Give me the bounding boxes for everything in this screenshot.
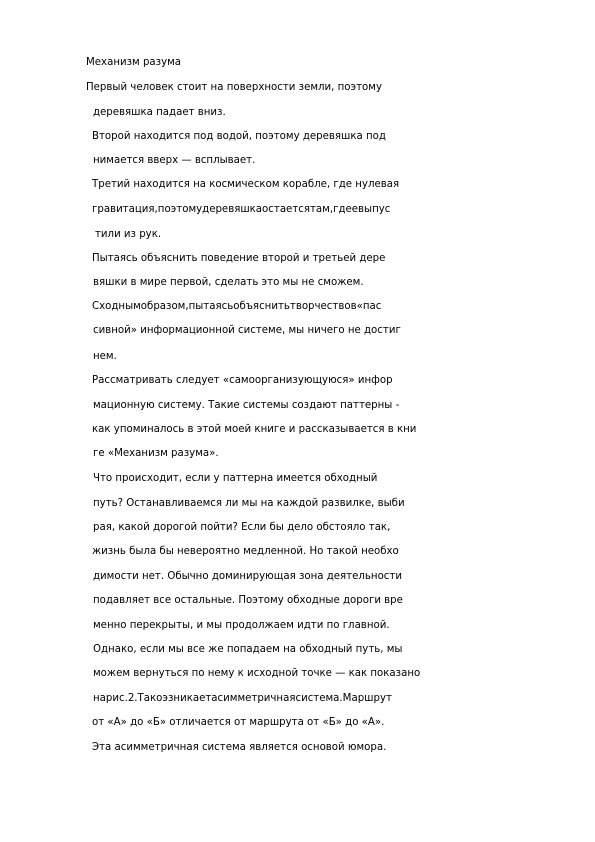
text-line: тили из рук.: [95, 229, 162, 240]
text-line: сивной» информационной системе, мы ничего не достиг: [93, 325, 401, 336]
text-line: Рассматривать следует «самоорганизующуюся» инфор: [92, 375, 393, 386]
text-line: ге «Механизм разума».: [93, 448, 219, 459]
text-line: вяшки в мире первой, сделать это мы не сможем.: [93, 277, 364, 288]
text-line: рая, какой дорогой пойти? Если бы дело обстояло так,: [93, 522, 391, 533]
text-line: деревяшка падает вниз.: [93, 107, 226, 118]
document-title: Механизм разума: [86, 57, 182, 68]
text-line: нарис.2.Такоэзникаетасимметричнаясистема.Маршрут: [93, 693, 392, 704]
text-line: димости нет. Обычно доминирующая зона деятельности: [93, 571, 402, 582]
text-line: можем вернуться по нему к исходной точке — как показано: [93, 668, 421, 679]
text-line: менно перекрыты, и мы продолжаем идти по главной.: [93, 620, 390, 631]
text-line: нимается вверх — всплывает.: [93, 155, 256, 166]
text-line: путь? Останавливаемся ли мы на каждой развилке, выби: [93, 498, 405, 509]
text-line: Первый человек стоит на поверхности земли, поэтому: [86, 82, 382, 93]
text-line: мационную систему. Такие системы создают паттерны -: [93, 400, 400, 411]
text-line: Что происходит, если у паттерна имеется обходный: [93, 473, 378, 484]
text-line: как упоминалось в этой моей книге и рассказывается в кни: [92, 424, 417, 435]
text-line: Пытаясь объяснить поведение второй и третьей дере: [92, 253, 386, 264]
text-line: Второй находится под водой, поэтому деревяшка под: [92, 131, 386, 142]
text-line: Однако, если мы все же попадаем на обходный путь, мы: [93, 644, 403, 655]
text-line: гравитация,поэтомудеревяшкаостаетсятам,гдеевыпус: [92, 204, 391, 215]
text-line: жизнь была бы невероятно медленной. Но такой необхо: [92, 546, 399, 557]
text-line: от «А» до «Б» отличается от маршрута от «Б» до «А».: [92, 717, 385, 728]
text-line: Эта асимметричная система является основой юмора.: [92, 742, 387, 753]
text-line: Третий находится на космическом корабле, где нулевая: [92, 179, 400, 190]
text-line: нем.: [93, 351, 117, 362]
text-line: подавляет все остальные. Поэтому обходные дороги вре: [93, 595, 403, 606]
text-line: Сходнымобразом,пытаясьобъяснитьтворчествов«пас: [92, 301, 382, 312]
